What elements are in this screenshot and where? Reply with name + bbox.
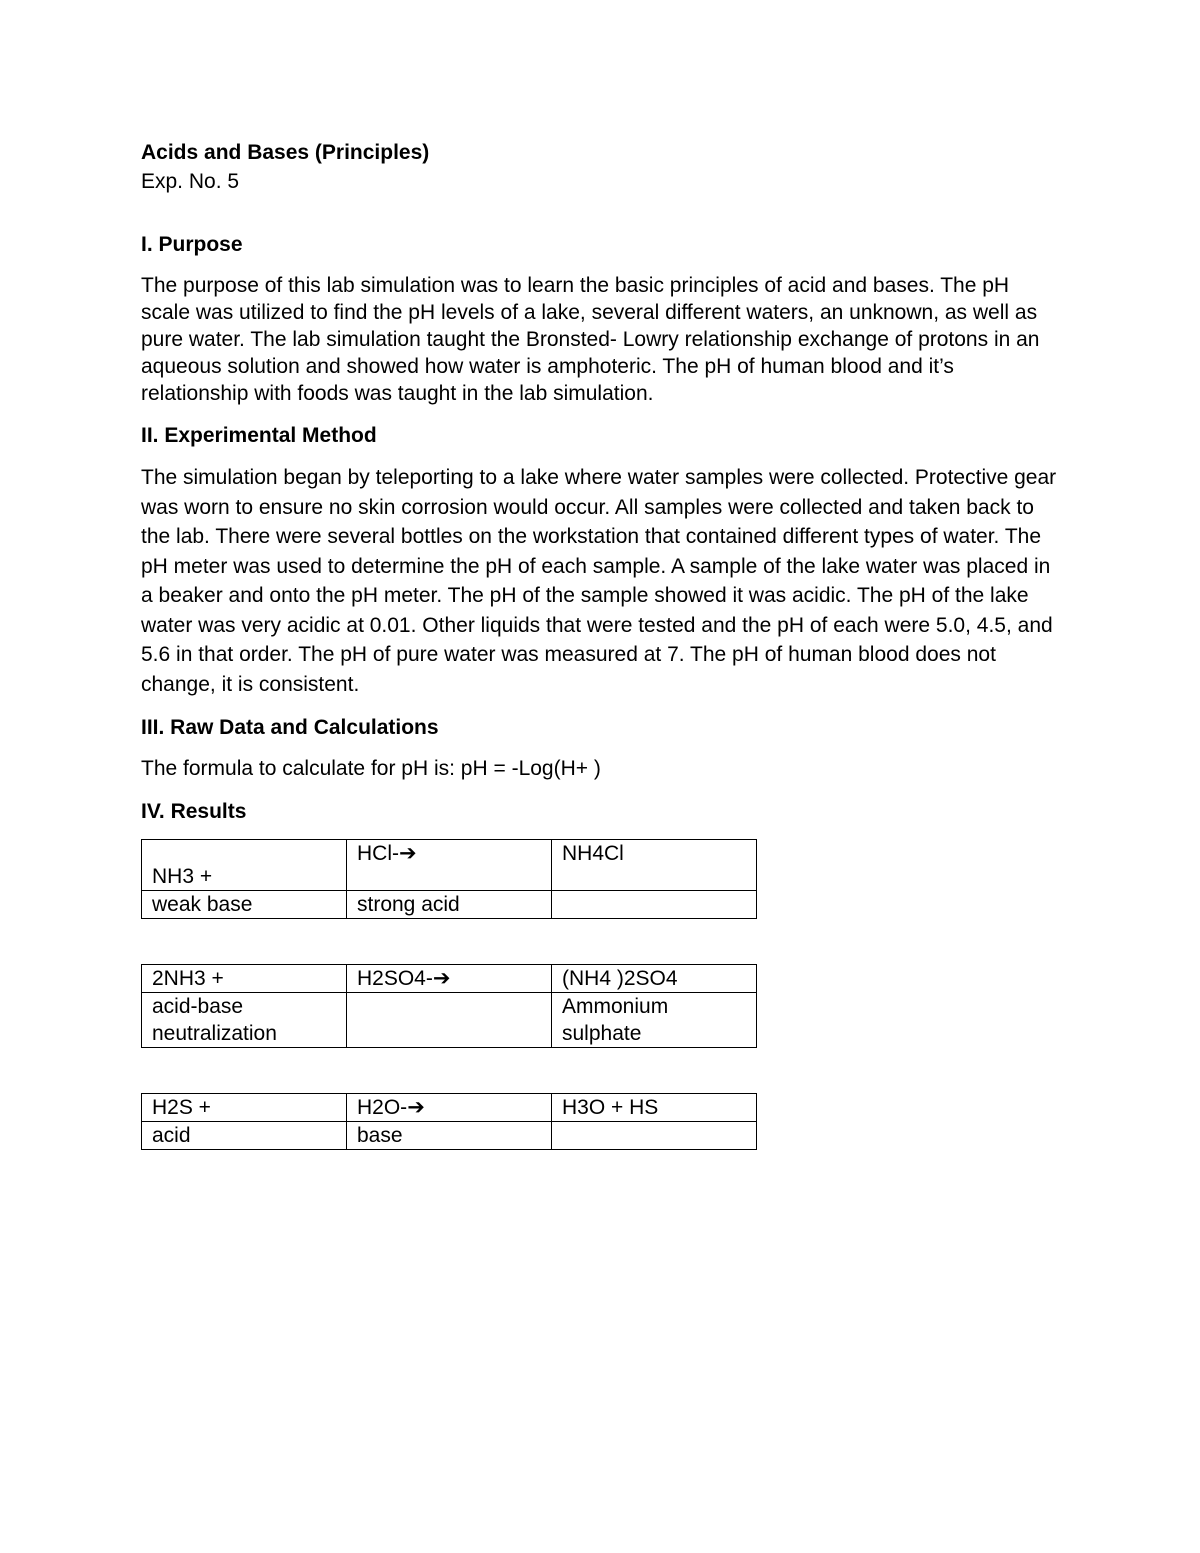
ph-formula: The formula to calculate for pH is: pH = -Log(H+ ) <box>141 757 601 780</box>
table-row <box>142 965 757 993</box>
purpose-text: The purpose of this lab simulation was to learn the basic principles of acid and bases. The pH scale was utilized to find the pH levels of a lake, several different waters, an unknown, as well as pure water. The lab simulation taught the Bronsted- Lowry relationship exchange of protons in an aqueous solution and showed how water is amphoteric. The pH of human blood and it’s relationship with foods was taught in the lab simulation. <box>141 274 1040 405</box>
table-cell: weak base <box>142 891 347 919</box>
table-cell: acid-base neutralization <box>142 993 347 1048</box>
results-heading: IV. Results <box>141 800 247 823</box>
table-row <box>142 993 757 1048</box>
method-heading: II. Experimental Method <box>141 424 377 447</box>
table-cell <box>347 993 552 1048</box>
table-cell <box>347 965 552 993</box>
experiment-number: Exp. No. 5 <box>141 170 240 193</box>
reaction-table-1 <box>141 839 757 919</box>
reactant-label: H2SO4- <box>357 967 433 990</box>
table-cell <box>347 1094 552 1122</box>
table-row <box>142 1094 757 1122</box>
table-row <box>142 891 757 919</box>
table-cell: 2NH3 + <box>142 965 347 993</box>
reactant-label: HCl- <box>357 842 399 865</box>
right-arrow-icon: ➔ <box>407 1095 425 1119</box>
table-cell: Ammonium sulphate <box>552 993 757 1048</box>
table-cell: NH4Cl <box>552 840 757 891</box>
table-cell <box>552 891 757 919</box>
table-cell <box>552 1122 757 1150</box>
table-cell: NH3 + <box>142 840 347 891</box>
table-cell: H3O + HS <box>552 1094 757 1122</box>
document-title: Acids and Bases (Principles) <box>141 141 430 164</box>
method-text: The simulation began by teleporting to a lake where water samples were collected. Protective gear was worn to ensure no skin corrosion would occur. All samples were collected and taken back to the lab. There were several bottles on the workstation that contained different types of water. The pH meter was used to determine the pH of each sample. A sample of the lake water was placed in a beaker and onto the pH meter. The pH of the sample showed it was acidic. The pH of the lake water was very acidic at 0.01. Other liquids that were tested and the pH of each were 5.0, 4.5, and 5.6 in that order. The pH of pure water was measured at 7. The pH of human blood does not change, it is consistent. <box>141 466 1057 696</box>
table-cell: (NH4 )2SO4 <box>552 965 757 993</box>
table-row <box>142 1122 757 1150</box>
table-cell: strong acid <box>347 891 552 919</box>
reaction-table-3 <box>141 1093 757 1150</box>
reactant-label: H2O- <box>357 1096 408 1119</box>
reaction-table-2 <box>141 964 757 1048</box>
purpose-heading: I. Purpose <box>141 233 243 256</box>
table-cell: base <box>347 1122 552 1150</box>
table-row <box>142 840 757 891</box>
document-page <box>141 138 1061 1150</box>
right-arrow-icon: ➔ <box>399 841 417 865</box>
table-cell: H2S + <box>142 1094 347 1122</box>
right-arrow-icon: ➔ <box>432 966 451 990</box>
raw-data-heading: III. Raw Data and Calculations <box>141 716 439 739</box>
table-cell <box>347 840 552 891</box>
table-cell: acid <box>142 1122 347 1150</box>
